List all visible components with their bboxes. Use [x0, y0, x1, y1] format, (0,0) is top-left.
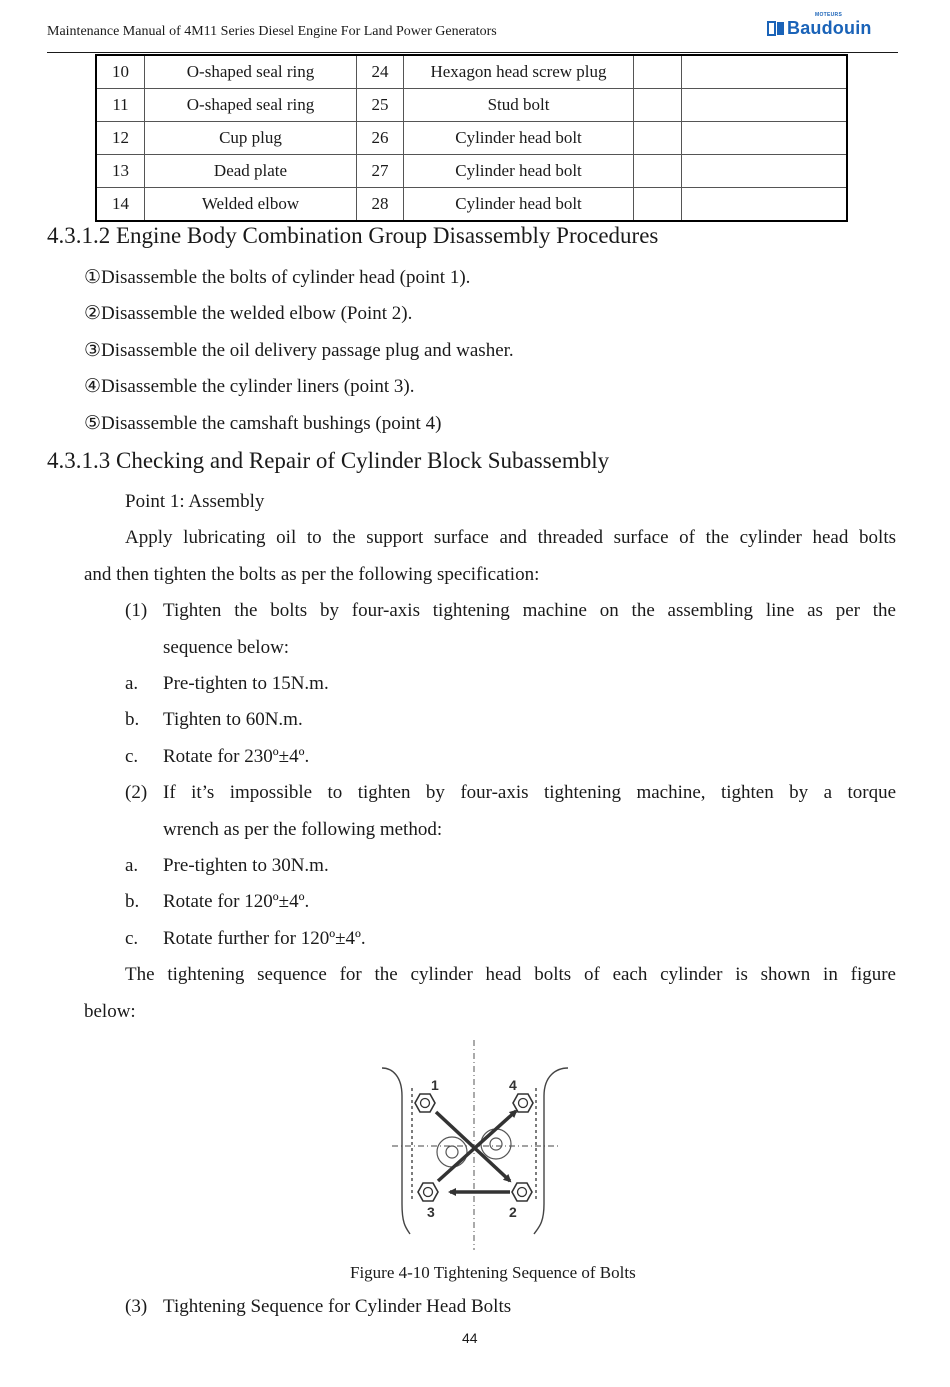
table-row [96, 155, 847, 188]
disassembly-step-4: ④Disassemble the cylinder liners (point 3). [84, 376, 415, 397]
item-1-label: (1) [125, 600, 148, 621]
item-1-line-2: sequence below: [163, 637, 290, 658]
item-name-cell: Cylinder head bolt [404, 122, 634, 155]
item-name-cell: Cup plug [145, 122, 357, 155]
brand-logo [767, 11, 872, 40]
item-number-cell [634, 155, 682, 188]
item-1-sub-c-text: Rotate for 230º±4º. [163, 746, 310, 767]
item-number-cell [634, 188, 682, 222]
sequence-arrows [436, 1111, 516, 1192]
item-2-sub-c-label: c. [125, 928, 139, 949]
header-divider [47, 52, 898, 53]
disassembly-step-5: ⑤Disassemble the camshaft bushings (point 4) [84, 413, 442, 434]
section-heading-4312: 4.3.1.2 Engine Body Combination Group Disassembly Procedures [47, 223, 659, 248]
item-number-cell [634, 122, 682, 155]
table-row [96, 188, 847, 222]
item-2-line-1: If it’s impossible to tighten by four-axis tightening machine, tighten by a torque [163, 782, 896, 803]
item-number-cell: 14 [96, 188, 145, 222]
item-name-cell: Cylinder head bolt [404, 155, 634, 188]
section-heading-4313: 4.3.1.3 Checking and Repair of Cylinder Block Subassembly [47, 448, 610, 473]
parts-table-body [96, 55, 847, 221]
item-2-line-2: wrench as per the following method: [163, 819, 443, 840]
item-name-cell [682, 55, 848, 89]
cylinder-head-outline [382, 1040, 568, 1250]
running-header-title: Maintenance Manual of 4M11 Series Diesel Engine For Land Power Generators [47, 24, 497, 39]
item-name-cell: Dead plate [145, 155, 357, 188]
item-name-cell [682, 122, 848, 155]
item-number-cell [634, 55, 682, 89]
brand-name [787, 11, 872, 39]
bolt-label-2: 2 [509, 1204, 517, 1220]
item-2-sub-a-text: Pre-tighten to 30N.m. [163, 855, 329, 876]
item-number-cell: 27 [357, 155, 404, 188]
item-number-cell: 25 [357, 89, 404, 122]
baudouin-logo-icon [767, 19, 785, 37]
disassembly-step-1: ①Disassemble the bolts of cylinder head (point 1). [84, 267, 471, 288]
item-number-cell: 11 [96, 89, 145, 122]
item-name-cell: O-shaped seal ring [145, 89, 357, 122]
disassembly-step-2: ②Disassemble the welded elbow (Point 2). [84, 303, 413, 324]
item-name-cell [682, 89, 848, 122]
item-1-sub-c-label: c. [125, 746, 139, 767]
item-3-text: Tightening Sequence for Cylinder Head Bolts [163, 1296, 512, 1317]
bolt-label-3: 3 [427, 1204, 435, 1220]
bolt-2-icon [512, 1183, 532, 1201]
bolt-label-1: 1 [431, 1077, 439, 1093]
sequence-paragraph-line-1: The tightening sequence for the cylinder head bolts of each cylinder is shown in figure [125, 964, 896, 985]
item-name-cell [682, 155, 848, 188]
table-row [96, 55, 847, 89]
item-1-sub-a-text: Pre-tighten to 15N.m. [163, 673, 329, 694]
parts-table [95, 54, 848, 222]
item-1-sub-a-label: a. [125, 673, 139, 694]
item-name-cell: O-shaped seal ring [145, 55, 357, 89]
item-name-cell: Hexagon head screw plug [404, 55, 634, 89]
disassembly-step-3: ③Disassemble the oil delivery passage plug and washer. [84, 340, 514, 361]
point-title: Point 1: Assembly [125, 491, 265, 512]
item-2-label: (2) [125, 782, 148, 803]
bolt-4-icon [513, 1094, 533, 1112]
item-3-label: (3) [125, 1296, 148, 1317]
bolt-3-icon [418, 1183, 438, 1201]
item-name-cell: Welded elbow [145, 188, 357, 222]
intro-paragraph-line-2: and then tighten the bolts as per the following specification: [84, 564, 540, 585]
item-number-cell: 26 [357, 122, 404, 155]
brand-name-text: Baudouin [787, 17, 872, 38]
page-number: 44 [462, 1330, 478, 1346]
item-2-sub-c-text: Rotate further for 120º±4º. [163, 928, 366, 949]
brand-subtitle: MOTEURS [815, 11, 843, 18]
item-1-sub-b-label: b. [125, 709, 140, 730]
table-row [96, 89, 847, 122]
item-name-cell: Stud bolt [404, 89, 634, 122]
item-number-cell: 13 [96, 155, 145, 188]
table-row [96, 122, 847, 155]
sequence-paragraph-line-2: below: [84, 1001, 136, 1022]
bolt-sequence-figure [378, 1038, 570, 1252]
bolt-1-icon [415, 1094, 435, 1112]
item-number-cell [634, 89, 682, 122]
item-2-sub-b-text: Rotate for 120º±4º. [163, 891, 310, 912]
item-name-cell: Cylinder head bolt [404, 188, 634, 222]
item-number-cell: 24 [357, 55, 404, 89]
bolt-label-4: 4 [509, 1077, 517, 1093]
figure-caption: Figure 4-10 Tightening Sequence of Bolts [350, 1263, 636, 1282]
item-1-sub-b-text: Tighten to 60N.m. [163, 709, 303, 730]
item-1-line-1: Tighten the bolts by four-axis tightening machine on the assembling line as per the [163, 600, 896, 621]
item-2-sub-b-label: b. [125, 891, 140, 912]
item-number-cell: 12 [96, 122, 145, 155]
item-number-cell: 10 [96, 55, 145, 89]
item-2-sub-a-label: a. [125, 855, 139, 876]
item-name-cell [682, 188, 848, 222]
item-number-cell: 28 [357, 188, 404, 222]
intro-paragraph-line-1: Apply lubricating oil to the support surface and threaded surface of the cylinder head bolts [125, 527, 896, 548]
